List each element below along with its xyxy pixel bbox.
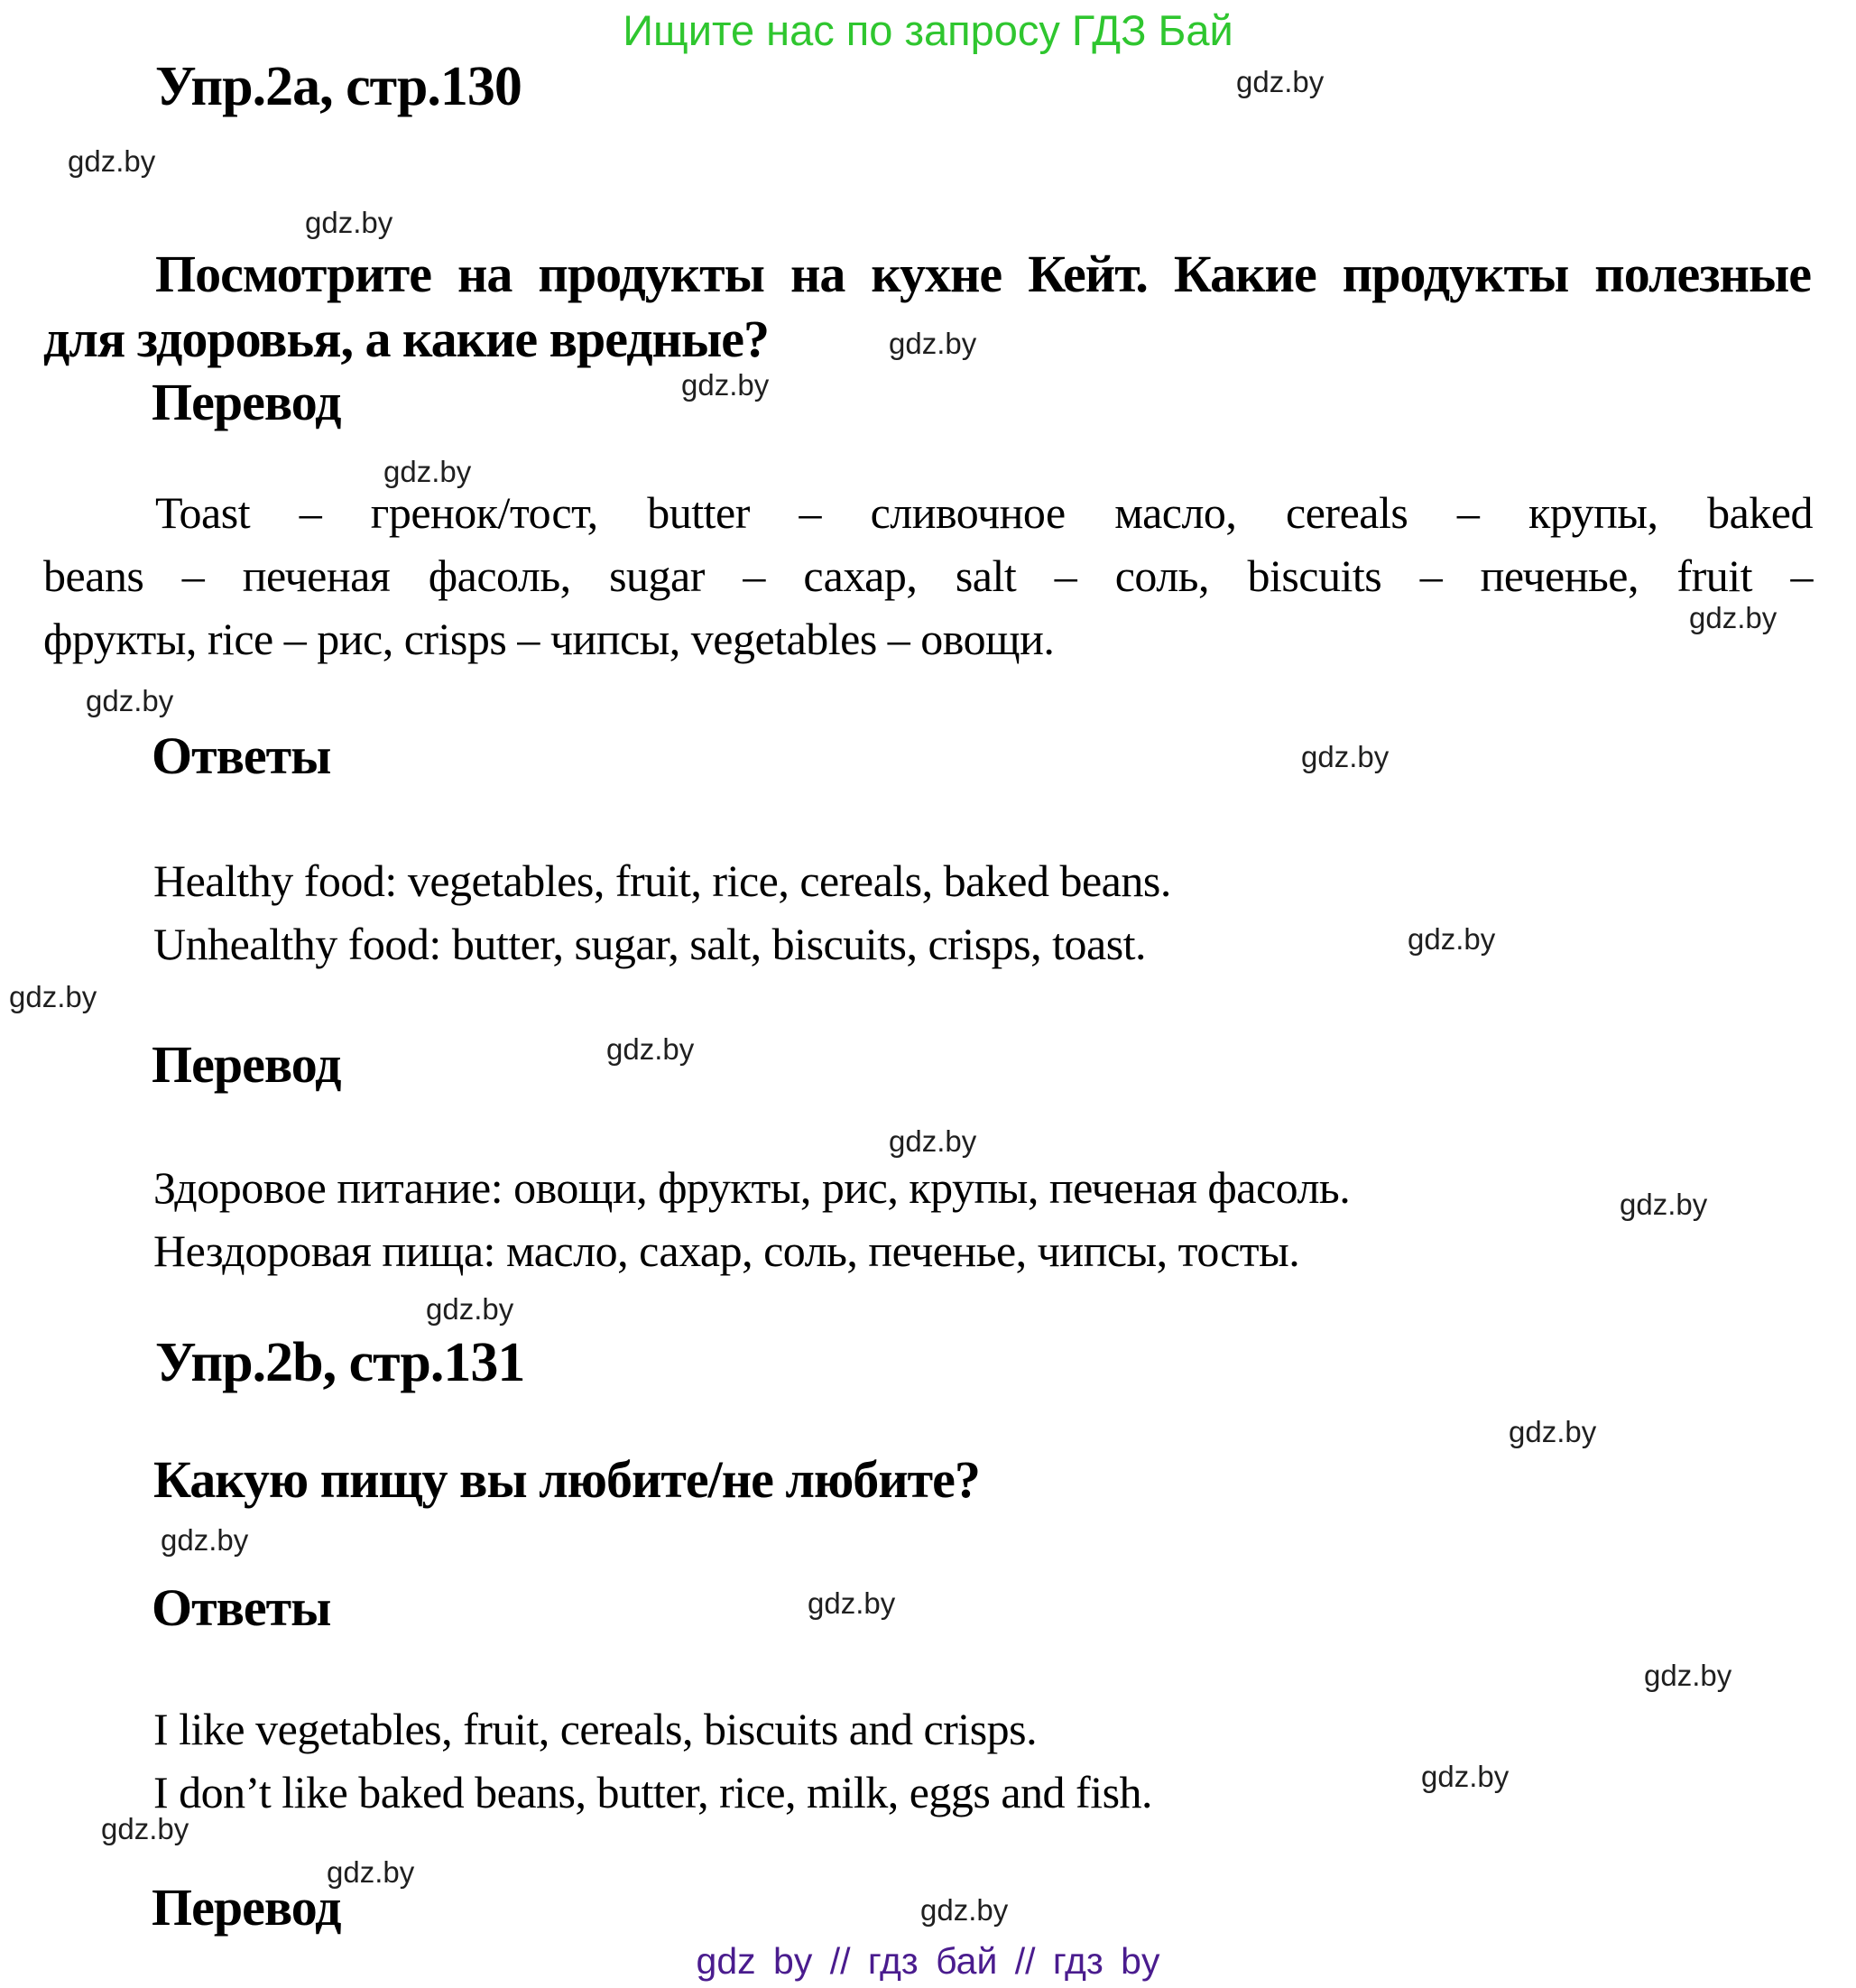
gdz-watermark: gdz.by [920,1893,1009,1927]
translation-heading: Перевод [152,1035,341,1094]
exercise-2a-task-line2: для здоровья, а какие вредные? [43,310,770,368]
answer-dislike: I don’t like baked beans, butter, rice, milk, eggs and fish. [153,1767,1153,1817]
gdz-watermark: gdz.by [1421,1760,1510,1793]
vocab-translation-line3: фрукты, rice – рис, crisps – чипсы, vegetables – овощи. [43,614,1055,664]
gdz-watermark: gdz.by [1236,65,1325,98]
vocab-translation-line2: beans – печеная фасоль, sugar – сахар, salt – соль, biscuits – печенье, fruit – [43,550,1813,601]
gdz-watermark: gdz.by [1620,1188,1708,1221]
gdz-watermark: gdz.by [1301,740,1390,773]
gdz-watermark: gdz.by [889,1124,977,1158]
exercise-2b-title: Упр.2b, стр.131 [155,1332,525,1393]
translation-heading: Перевод [152,1878,341,1937]
gdz-watermark: gdz.by [606,1032,695,1066]
gdz-watermark: gdz.by [383,455,472,488]
exercise-2a-task-line1: Посмотрите на продукты на кухне Кейт. Какие продукты полезные [155,245,1811,303]
translation-unhealthy-food: Нездоровая пища: масло, сахар, соль, печенье, чипсы, тосты. [153,1225,1300,1276]
answers-heading: Ответы [152,726,331,785]
vocab-translation-line1: Toast – гренок/тост, butter – сливочное масло, cereals – крупы, baked [155,487,1813,538]
banner-text: Ищите нас по запросу ГДЗ Бай [623,6,1233,54]
gdz-watermark: gdz.by [86,684,174,717]
gdz-watermark: gdz.by [808,1586,896,1620]
gdz-watermark: gdz.by [426,1292,514,1326]
gdz-watermark: gdz.by [889,327,977,360]
answer-healthy-food: Healthy food: vegetables, fruit, rice, cereals, baked beans. [153,855,1171,906]
answers-heading: Ответы [152,1578,331,1637]
gdz-watermark: gdz.by [1509,1415,1597,1448]
answer-unhealthy-food: Unhealthy food: butter, sugar, salt, biscuits, crisps, toast. [153,919,1147,969]
gdz-watermark: gdz.by [1408,922,1496,956]
gdz-watermark: gdz.by [101,1812,189,1845]
exercise-2a-title: Упр.2а, стр.130 [155,56,522,117]
gdz-watermark: gdz.by [1644,1659,1732,1692]
gdz-watermark: gdz.by [305,206,393,239]
gdz-watermark: gdz.by [9,980,97,1013]
translation-healthy-food: Здоровое питание: овощи, фрукты, рис, крупы, печеная фасоль. [153,1162,1351,1213]
exercise-2b-task: Какую пищу вы любите/не любите? [153,1450,980,1509]
translation-heading: Перевод [152,373,341,431]
gdz-watermark: gdz.by [1689,601,1778,634]
gdz-watermark: gdz.by [327,1855,415,1889]
gdz-watermark: gdz.by [68,144,156,178]
answer-like: I like vegetables, fruit, cereals, biscuits and crisps. [153,1704,1038,1754]
gdz-watermark: gdz.by [161,1523,249,1557]
footer-text: gdz by // гдз бай // гдз by [696,1940,1160,1982]
gdz-watermark: gdz.by [681,368,770,402]
